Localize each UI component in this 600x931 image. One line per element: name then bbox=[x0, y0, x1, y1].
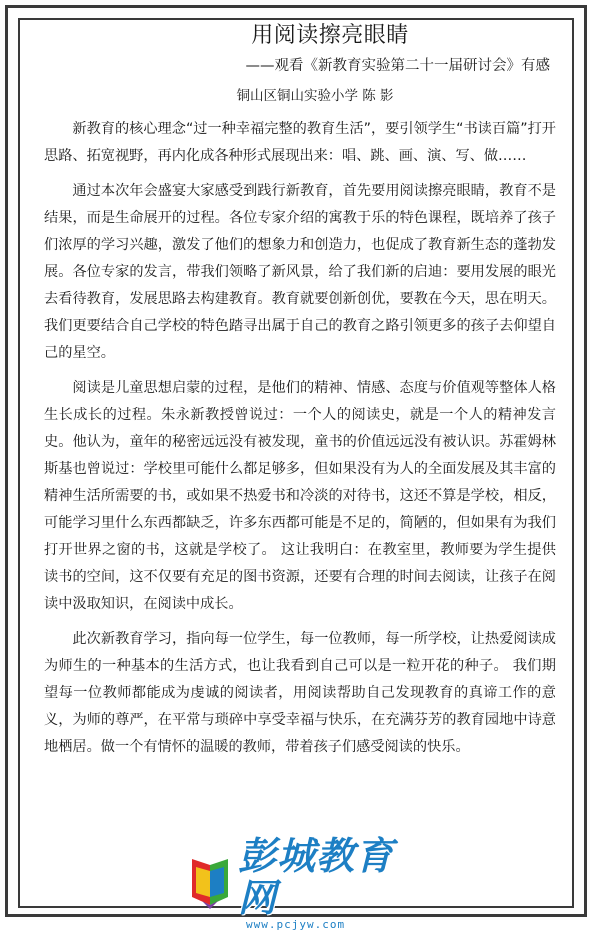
paragraph-3: 阅读是儿童思想启蒙的过程，是他们的精神、情感、态度与价值观等整体人格生长成长的过程。朱永新教授曾说过：一个人的阅读史，就是一个人的精神发言史。他认为，童年的秘密远远没有被发现，童书的价值远远没有被认识。苏霍姆林斯基也曾说过：学校里可能什么都足够多，但如果没有为人的全面发展及其丰富的精神生活所需要的书，或如果不热爱书和冷淡的对待书，这还不算是学校，相反，可能学习里什么东西都缺乏，许多东西都可能是不足的，简陋的，但如果有为我们打开世界之窗的书，这就是学校了。 这让我明白：在教室里，教师要为学生提供读书的空间，这不仅要有充足的图书资源，还要有合理的时间去阅读，让孩子在阅读中汲取知识，在阅读中成长。 bbox=[44, 380, 556, 612]
author-line: 铜山区铜山实验小学 陈 影 bbox=[236, 88, 394, 104]
watermark-url: www.pcjyw.com bbox=[246, 918, 346, 931]
article-subtitle: ——观看《新教育实验第二十一届研讨会》有感 bbox=[245, 58, 550, 74]
article-title: 用阅读擦亮眼睛 bbox=[251, 23, 409, 48]
article bbox=[44, 20, 556, 765]
site-watermark bbox=[186, 834, 426, 931]
watermark-site-name: 彭城教育网 bbox=[238, 834, 395, 920]
paragraph-2: 通过本次年会盛宴大家感受到践行新教育，首先要用阅读擦亮眼睛，教育不是结果，而是生命展开的过程。各位专家介绍的寓教于乐的特色课程，既培养了孩子们浓厚的学习兴趣，激发了他们的想象力和创造力，也促成了教育新生态的蓬勃发展。各位专家的发言，带我们领略了新风景，给了我们新的启迪：要用发展的眼光去看待教育，发展思路去构建教育。教育就要创新创优，要教在今天，思在明天。我们更要结合自己学校的特色踏寻出属于自己的教育之路引领更多的孩子去仰望自己的星空。 bbox=[44, 183, 556, 361]
book-logo-icon bbox=[186, 857, 234, 909]
paragraph-4: 此次新教育学习，指向每一位学生，每一位教师，每一所学校，让热爱阅读成为师生的一种基本的生活方式，也让我看到自己可以是一粒开花的种子。 我们期望每一位教师都能成为虔诚的阅读者，用阅读帮助自己发现教育的真谛工作的意义，为师的尊严，在平常与琐碎中享受幸福与快乐，在充满芬芳的教育园地中诗意地栖居。做一个有情怀的温暖的教师，带着孩子们感受阅读的快乐。 bbox=[44, 631, 556, 755]
paragraph-1: 新教育的核心理念“过一种幸福完整的教育生活”，要引领学生“书读百篇”打开思路、拓宽视野，再内化成各种形式展现出来：唱、跳、画、演、写、做…… bbox=[44, 121, 556, 164]
